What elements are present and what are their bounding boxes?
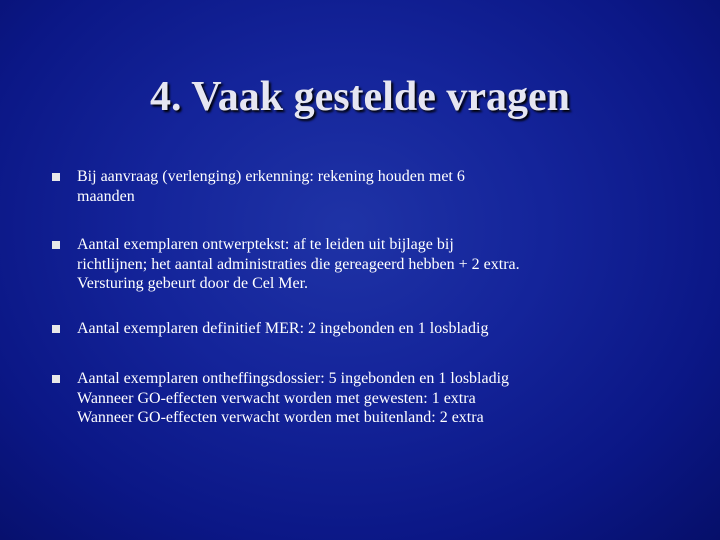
bullet-text xyxy=(77,167,697,206)
square-bullet-icon xyxy=(52,173,60,181)
square-bullet-icon xyxy=(52,375,60,383)
bullet-line: Wanneer GO-effecten verwacht worden met gewesten: 1 extra xyxy=(77,389,476,407)
bullet-line: Versturing gebeurt door de Cel Mer. xyxy=(77,275,309,292)
bullet-line: richtlijnen; het aantal administraties die gereageerd hebben + 2 extra. xyxy=(77,255,520,273)
bullet-text xyxy=(77,235,697,294)
slide-title: 4. Vaak gestelde vragen xyxy=(150,74,570,121)
square-bullet-icon xyxy=(52,325,60,333)
bullet-line: Aantal exemplaren definitief MER: 2 ingebonden en 1 losbladig xyxy=(77,320,489,337)
bullet-line: Wanneer GO-effecten verwacht worden met buitenland: 2 extra xyxy=(77,409,484,426)
bullet-line: Bij aanvraag (verlenging) erkenning: rekening houden met 6 xyxy=(77,168,465,185)
bullet-line: Aantal exemplaren ontwerptekst: af te leiden uit bijlage bij xyxy=(77,236,454,253)
bullet-line: Aantal exemplaren ontheffingsdossier: 5 ingebonden en 1 losbladig xyxy=(77,370,510,387)
bullet-text xyxy=(77,319,697,339)
bullet-line: maanden xyxy=(77,187,135,205)
bullet-text xyxy=(77,369,697,428)
square-bullet-icon xyxy=(52,241,60,249)
